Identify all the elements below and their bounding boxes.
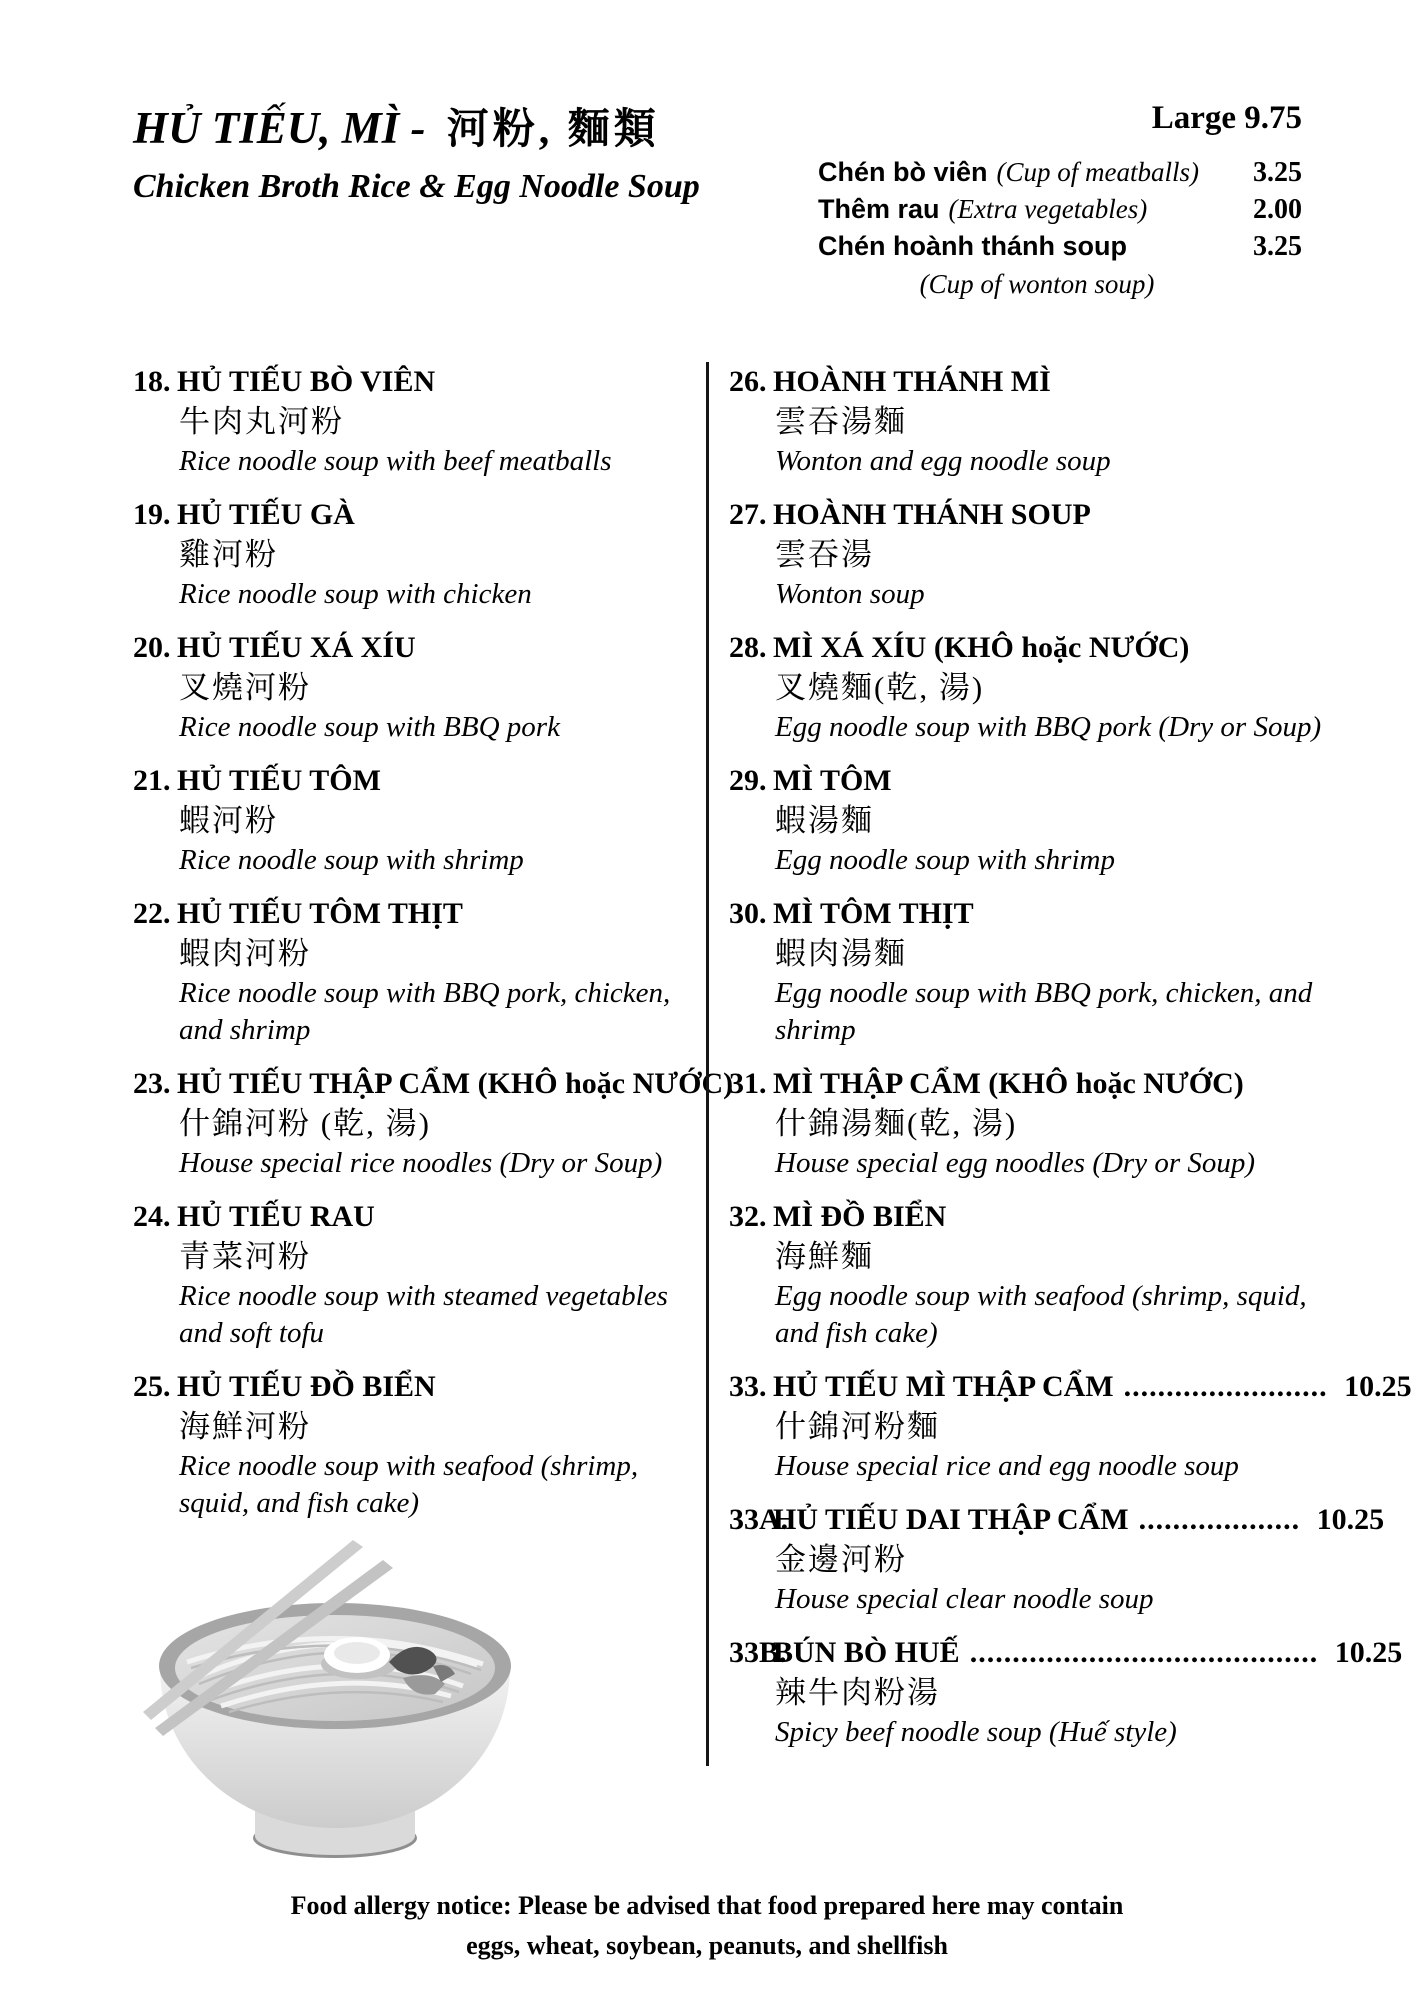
item-description: House special rice and egg noodle soup (775, 1449, 1239, 1482)
item-name-viet: MÌ TÔM THỊT (773, 896, 974, 930)
item-name-cjk: 青菜河粉 (179, 1238, 311, 1274)
item-price: 10.25 (1316, 1502, 1385, 1536)
extra-row (818, 229, 1302, 266)
menu-item-33b (729, 1633, 1403, 1751)
price-box (818, 100, 1302, 300)
item-name-viet: HỦ TIẾU TÔM (177, 763, 381, 797)
item-name-viet: BÚN BÒ HUẾ (773, 1635, 960, 1669)
extra-name: Chén bò viên (818, 157, 988, 187)
item-number: 30. (729, 896, 767, 930)
menu-item-27 (729, 495, 1340, 613)
item-name-cjk: 叉燒河粉 (179, 669, 311, 705)
item-name-cjk: 蝦河粉 (179, 802, 278, 838)
menu-item-23 (133, 1064, 734, 1182)
item-description: Egg noodle soup with seafood (shrimp, squid, and fish cake) (775, 1279, 1307, 1349)
extra-price: 3.25 (1253, 230, 1302, 262)
extra-row (818, 192, 1302, 229)
item-number: 33. (729, 1369, 767, 1403)
item-description: Egg noodle soup with BBQ pork (Dry or Soup) (775, 710, 1322, 743)
item-description: Egg noodle soup with BBQ pork, chicken, and shrimp (775, 976, 1313, 1046)
item-number: 22. (133, 896, 171, 930)
item-name-cjk: 蝦湯麵 (775, 802, 874, 838)
item-number: 18. (133, 365, 171, 398)
item-name-cjk: 雲吞湯 (775, 536, 874, 572)
item-number: 31. (729, 1066, 767, 1100)
item-name-cjk: 什錦河粉麵 (775, 1408, 940, 1444)
item-name-cjk: 牛肉丸河粉 (179, 404, 344, 439)
item-name-viet: MÌ THẬP CẨM (KHÔ hoặc NƯỚC) (773, 1066, 1244, 1100)
menu-item-31 (729, 1064, 1340, 1182)
page-title (133, 96, 700, 156)
page-title-vietnamese: HỦ TIẾU, MÌ - (133, 103, 426, 153)
allergy-notice-line2: eggs, wheat, soybean, peanuts, and shellfish (466, 1931, 948, 1961)
extra-row (818, 155, 1302, 192)
item-name-viet: HỦ TIẾU THẬP CẨM (KHÔ hoặc NƯỚC) (177, 1066, 734, 1100)
menu-item-33a (729, 1500, 1385, 1618)
menu-item-25 (133, 1367, 698, 1522)
extra-name: Chén hoành thánh soup (818, 230, 1127, 261)
item-name-viet: HOÀNH THÁNH SOUP (773, 497, 1091, 531)
item-name-cjk: 什錦湯麵(乾, 湯) (775, 1105, 1018, 1141)
noodle-bowl-icon (103, 1516, 558, 1876)
item-description: Rice noodle soup with BBQ pork (179, 710, 560, 743)
item-name-cjk: 什錦河粉 (乾, 湯) (179, 1105, 431, 1141)
item-description: Spicy beef noodle soup (Huế style) (775, 1715, 1177, 1748)
page-subtitle: Chicken Broth Rice & Egg Noodle Soup (133, 168, 700, 205)
item-number: 32. (729, 1199, 767, 1233)
item-description: Rice noodle soup with steamed vegetables and soft tofu (179, 1279, 668, 1349)
item-price: 10.25 (1334, 1635, 1403, 1669)
item-name-viet: MÌ XÁ XÍU (KHÔ hoặc NƯỚC) (773, 630, 1190, 664)
item-name-cjk: 雞河粉 (179, 536, 278, 572)
menu-item-24 (133, 1197, 698, 1352)
item-name-cjk: 金邊河粉 (775, 1541, 907, 1577)
item-number: 21. (133, 763, 171, 797)
item-description: Wonton and egg noodle soup (775, 444, 1111, 477)
item-name-viet: HỦ TIẾU XÁ XÍU (177, 630, 416, 664)
item-number: 33B. (729, 1635, 787, 1669)
item-name-viet: HỦ TIẾU ĐỒ BIỂN (177, 1369, 436, 1403)
noodle-bowl-illustration (103, 1516, 558, 1876)
item-name-viet: HỦ TIẾU RAU (177, 1199, 375, 1233)
item-number: 29. (729, 763, 767, 797)
menu-item-33 (729, 1367, 1412, 1485)
item-name-cjk: 蝦肉河粉 (179, 935, 311, 971)
page-title-chinese: 河粉, 麵類 (446, 107, 660, 153)
item-description: House special rice noodles (Dry or Soup) (179, 1146, 663, 1179)
item-name-viet: HỦ TIẾU BÒ VIÊN (177, 365, 436, 398)
item-description: Rice noodle soup with BBQ pork, chicken, and shrimp (179, 976, 671, 1046)
item-name-cjk: 雲吞湯麵 (775, 404, 907, 439)
item-name-viet: MÌ TÔM (773, 763, 892, 797)
item-description: Rice noodle soup with beef meatballs (179, 444, 612, 477)
extra-footnote: (Cup of wonton soup) (919, 268, 1155, 299)
item-description: Rice noodle soup with chicken (179, 577, 532, 610)
item-name-viet: MÌ ĐỒ BIỂN (773, 1199, 947, 1233)
extra-price: 2.00 (1253, 193, 1302, 225)
item-number: 19. (133, 497, 171, 531)
menu-item-19 (133, 495, 698, 613)
menu-item-28 (729, 628, 1340, 746)
item-name-viet: HỦ TIẾU TÔM THỊT (177, 896, 463, 930)
menu-item-21 (133, 761, 698, 879)
menu-item-20 (133, 628, 698, 746)
menu-item-22 (133, 894, 698, 1049)
header (133, 96, 700, 206)
item-name-viet: HỦ TIẾU GÀ (177, 497, 355, 531)
item-number: 24. (133, 1199, 171, 1233)
item-number: 33A. (729, 1502, 789, 1536)
item-description: Egg noodle soup with shrimp (775, 843, 1115, 876)
menu-item-18 (133, 362, 698, 480)
item-number: 23. (133, 1066, 171, 1100)
item-name-cjk: 辣牛肉粉湯 (775, 1674, 940, 1710)
item-name-viet: HOÀNH THÁNH MÌ (773, 365, 1051, 398)
item-name-cjk: 蝦肉湯麵 (775, 935, 907, 971)
dot-leader: ........................ (1123, 1369, 1328, 1403)
extra-name: Thêm rau (818, 193, 940, 224)
item-number: 27. (729, 497, 767, 531)
item-number: 28. (729, 630, 767, 664)
item-description: Rice noodle soup with seafood (shrimp, squid, and fish cake) (179, 1449, 639, 1519)
allergy-notice (0, 1886, 1414, 1967)
menu-item-29 (729, 761, 1340, 879)
item-price: 10.25 (1344, 1369, 1412, 1403)
item-name-cjk: 叉燒麵(乾, 湯) (775, 669, 985, 705)
extra-price: 3.25 (1253, 157, 1302, 188)
allergy-notice-line1: Food allergy notice: Please be advised that food prepared here may contain (290, 1891, 1124, 1920)
menu-item-26 (729, 362, 1340, 480)
item-number: 26. (729, 365, 767, 398)
item-name-viet: HỦ TIẾU DAI THẬP CẨM (773, 1502, 1129, 1536)
item-description: Wonton soup (775, 577, 925, 610)
item-description: House special egg noodles (Dry or Soup) (775, 1146, 1256, 1179)
menu-column-right (706, 362, 1412, 1766)
item-name-cjk: 海鮮河粉 (179, 1408, 311, 1444)
large-size-price: Large 9.75 (1151, 100, 1302, 136)
item-name-viet: HỦ TIẾU MÌ THẬP CẨM (773, 1369, 1114, 1403)
item-name-cjk: 海鮮麵 (775, 1238, 874, 1274)
extra-note: (Extra vegetables) (948, 193, 1148, 224)
menu-item-30 (729, 894, 1340, 1049)
menu-item-32 (729, 1197, 1340, 1352)
item-description: House special clear noodle soup (775, 1582, 1154, 1615)
item-number: 20. (133, 630, 171, 664)
dot-leader: ................... (1138, 1502, 1301, 1536)
dot-leader: ......................................... (969, 1635, 1319, 1669)
extra-note: (Cup of meatballs) (996, 157, 1200, 187)
item-number: 25. (133, 1369, 171, 1403)
item-description: Rice noodle soup with shrimp (179, 843, 524, 876)
